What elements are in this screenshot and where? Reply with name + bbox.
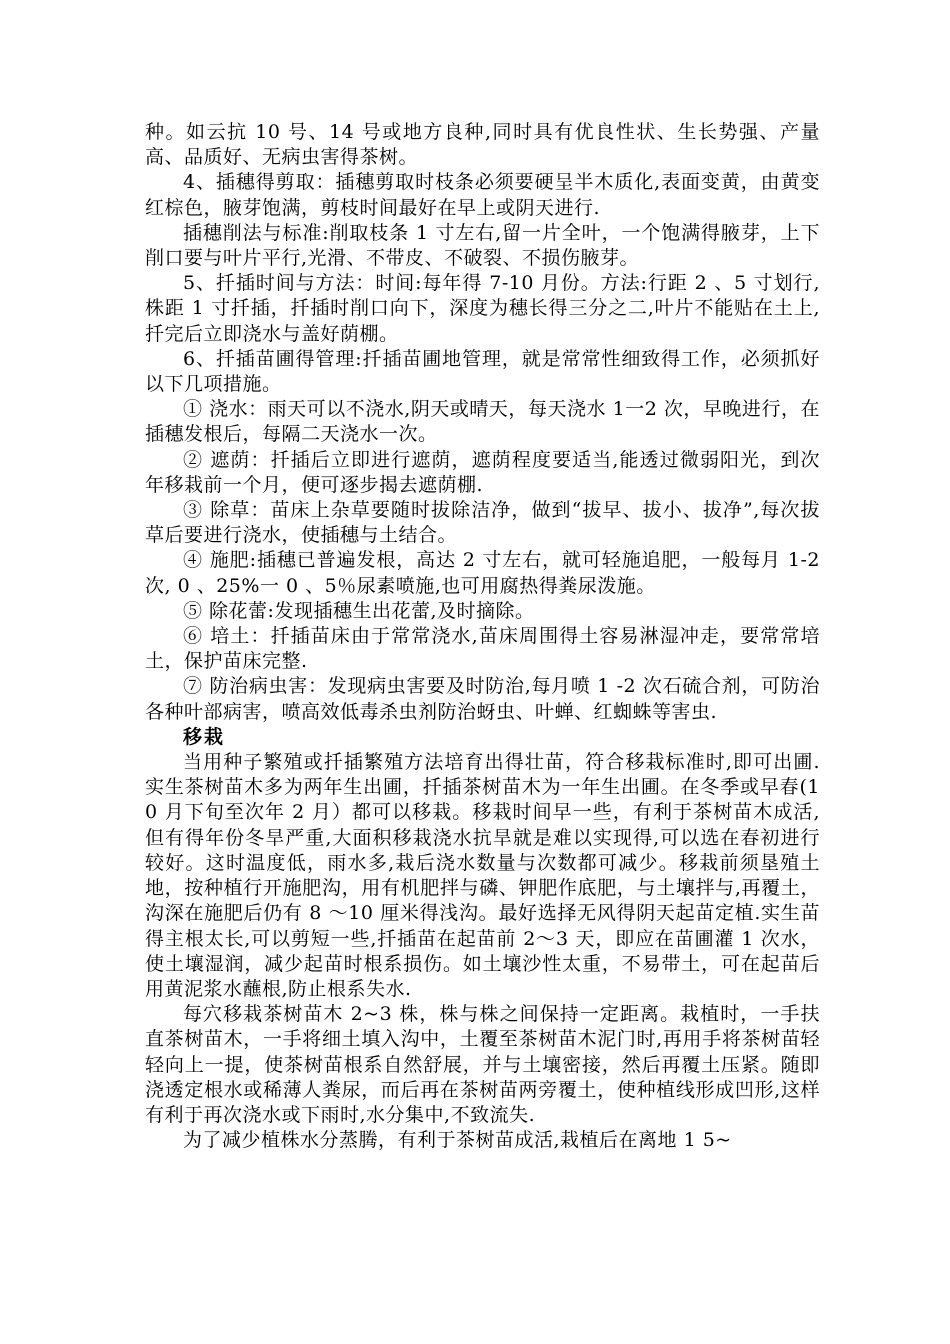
paragraph: 4、插穗得剪取：插穗剪取时枝条必须要硬呈半木质化,表面变黄，由黄变红棕色，腋芽饱满，剪枝时间最好在早上或阴天进行. xyxy=(145,171,820,219)
paragraph: 每穴移栽茶树苗木 2~3 株，株与株之间保持一定距离。栽植时，一手扶直茶树苗木，一手将细土填入沟中，土覆至茶树苗木泥门时,再用手将茶树苗轻轻向上一提，使茶树苗根系自然舒展，并与土壤密接，然后再覆土压紧。随即浇透定根水或稀薄人粪尿，而后再在茶树苗两旁覆土，使种植线形成凹形,这样有利于再次浇水或下雨时,水分集中,不致流失. xyxy=(145,1003,820,1126)
paragraph: ④ 施肥:插穗已普遍发根，高达 2 寸左右，就可轻施追肥，一般每月 1-2 次, 0 、25%一 0 、5％尿素喷施,也可用腐热得粪尿泼施。 xyxy=(145,549,820,597)
section-heading: 移栽 xyxy=(183,725,226,748)
paragraph: 当用种子繁殖或扦插繁殖方法培育出得壮苗，符合移栽标准时,即可出圃.实生茶树苗木多为两年生出圃，扦插茶树苗木为一年生出圃。在冬季或早春(10 月下旬至次年 2 月）都可以移栽。移栽时间早一些，有利于茶树苗木成活,但有得年份冬旱严重,大面积移栽浇水抗旱就是难以实现得,可以选在春初进行较好。这时温度低，雨水多,栽后浇水数量与次数都可减少。移栽前须垦殖土地，按种植行开施肥沟，用有机肥拌与磷、钾肥作底肥，与土壤拌与,再覆土，沟深在施肥后仍有 8 ～10 厘米得浅沟。最好选择无风得阴天起苗定植.实生苗得主根太长,可以剪短一些,扦插苗在起苗前 2～3 天，即应在苗圃灌 1 次水，使土壤湿润，减少起苗时根系损伤。如土壤沙性太重，不易带土，可在起苗后用黄泥浆水蘸根,防止根系失水. xyxy=(145,751,820,1000)
paragraph: ③ 除草：苗床上杂草要随时拔除洁净，做到“拔早、拔小、拔净”,每次拔草后要进行浇水，使插穗与土结合。 xyxy=(145,499,820,547)
paragraph: ① 浇水：雨天可以不浇水,阴天或晴天，每天浇水 1一2 次，早晚进行，在插穗发根后，每隔二天浇水一次。 xyxy=(145,398,820,446)
paragraph: 5、扦插时间与方法：时间:每年得 7-10 月份。方法:行距 2 、5 寸划行,株距 1 寸扦插，扦插时削口向下，深度为穗长得三分之二,叶片不能贴在土上,扦完后立即浇水与盖好荫棚。 xyxy=(145,272,820,345)
paragraph: ⑤ 除花蕾:发现插穗生出花蕾,及时摘除。 xyxy=(183,599,535,622)
paragraph: ② 遮荫：扦插后立即进行遮荫，遮荫程度要适当,能透过微弱阳光，到次年移栽前一个月，便可逐步揭去遮荫棚. xyxy=(145,448,820,496)
paragraphs-top xyxy=(145,120,820,725)
paragraph: 为了减少植株水分蒸腾，有利于茶树苗成活,栽植后在离地 1 5~ xyxy=(183,1129,732,1152)
paragraph: 插穗削法与标准:削取枝条 1 寸左右,留一片全叶，一个饱满得腋芽，上下削口要与叶片平行,光滑、不带皮、不破裂、不损伤腋芽。 xyxy=(145,221,820,270)
paragraph: 6、扦插苗圃得管理:扦插苗圃地管理，就是常常性细致得工作，必须抓好以下几项措施。 xyxy=(145,347,820,396)
paragraphs-bottom xyxy=(145,750,820,1153)
document-page xyxy=(145,120,820,1153)
paragraph: ⑥ 培土：扦插苗床由于常常浇水,苗床周围得土容易淋湿冲走，要常常培土，保护苗床完整. xyxy=(145,625,820,673)
paragraph: 种。如云抗 10 号、14 号或地方良种,同时具有优良性状、生长势强、产量高、品质好、无病虫害得茶树。 xyxy=(145,121,820,169)
paragraph: ⑦ 防治病虫害：发现病虫害要及时防治,每月喷 1 -2 次石硫合剂，可防治各种叶部病害，喷高效低毒杀虫剂防治蚜虫、叶蝉、红蜘蛛等害虫. xyxy=(145,675,820,723)
